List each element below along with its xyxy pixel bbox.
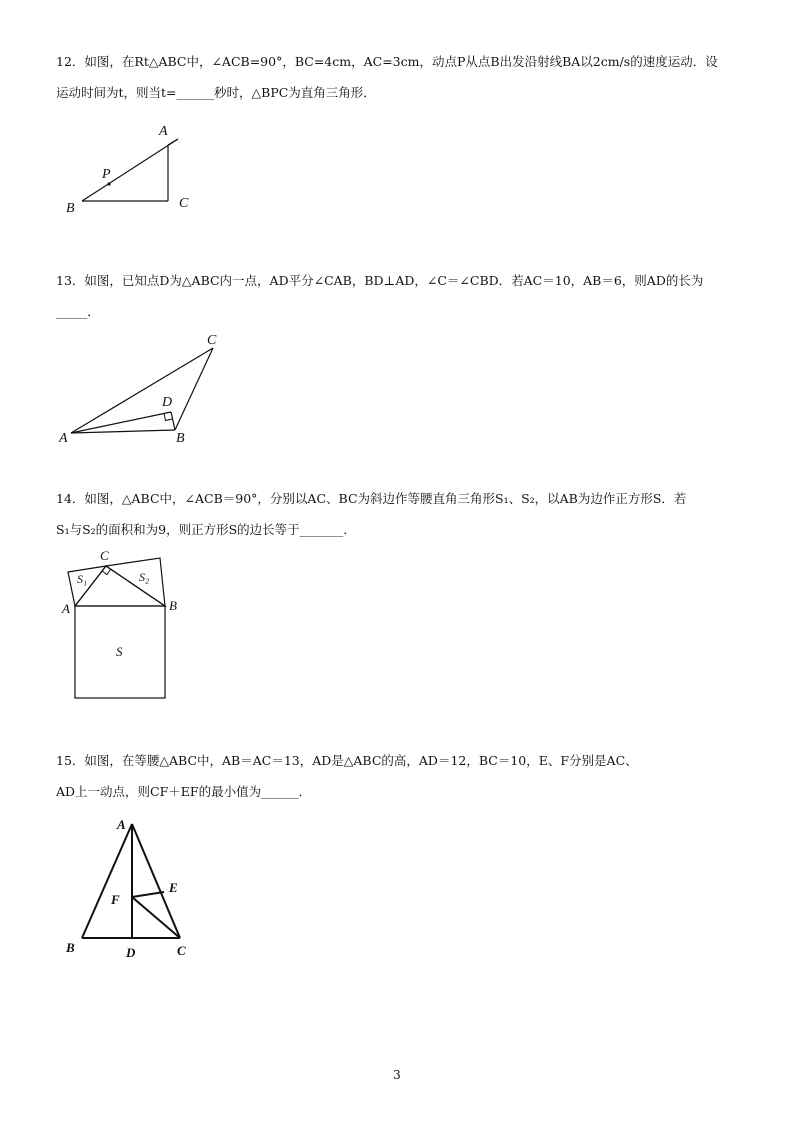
segment-AB	[82, 824, 132, 938]
point-P	[107, 182, 110, 185]
label-A: A	[62, 601, 70, 616]
problem-15-line-2: AD上一动点，则CF＋EF的最小值为______．	[56, 784, 312, 799]
label-A: A	[159, 124, 168, 139]
segment-AD	[71, 412, 171, 433]
problem-15	[56, 745, 746, 807]
label-D: D	[162, 395, 173, 410]
label-B: B	[66, 201, 75, 216]
label-B: B	[169, 598, 177, 613]
segment-AC	[71, 348, 213, 433]
label-B: B	[176, 431, 185, 446]
label-D: D	[126, 945, 136, 960]
problem-12	[56, 46, 746, 108]
triangle-S2	[106, 558, 165, 606]
label-S: S	[116, 644, 123, 659]
label-C: C	[100, 548, 109, 563]
label-S1: S₁	[77, 572, 88, 586]
problem-12-line-1: 12．如图，在Rt△ABC中，∠ACB=90°，BC=4cm，AC=3cm，动点P从点B出发沿射线BA以2cm/s的速度运动．设	[56, 54, 718, 69]
label-E: E	[169, 880, 178, 895]
label-B: B	[66, 940, 75, 955]
label-P: P	[102, 167, 111, 182]
figure-14	[55, 546, 195, 706]
figure-15	[60, 812, 210, 962]
label-F: F	[111, 892, 120, 907]
problem-14	[56, 483, 746, 545]
problem-12-line-2: 运动时间为t，则当t=______秒时，△BPC为直角三角形．	[56, 85, 376, 100]
label-S2: S₂	[139, 570, 150, 584]
problem-13-line-1: 13．如图，已知点D为△ABC内一点，AD平分∠CAB，BD⊥AD，∠C＝∠CBD．若AC＝10，AB＝6，则AD的长为	[56, 273, 704, 288]
label-C: C	[207, 333, 217, 348]
figure-13	[55, 328, 235, 453]
segment-BA	[82, 139, 178, 201]
segment-DB	[171, 412, 175, 430]
label-C: C	[177, 943, 186, 958]
ray-extension	[168, 139, 178, 145]
segment-FC	[132, 897, 180, 938]
segment-CB	[175, 348, 213, 430]
segment-FE	[132, 892, 164, 897]
problem-15-line-1: 15．如图，在等腰△ABC中，AB＝AC＝13，AD是△ABC的高，AD＝12，BC＝10，E、F分别是AC、	[56, 753, 638, 768]
problem-14-line-2: S₁与S₂的面积和为9，则正方形S的边长等于_______．	[56, 522, 356, 537]
figure-12	[60, 118, 210, 218]
problem-13-line-2: _____．	[56, 304, 100, 319]
label-A: A	[59, 431, 68, 446]
problem-13	[56, 265, 746, 327]
label-A: A	[117, 817, 126, 832]
page-number: 3	[393, 1068, 401, 1082]
segment-AB	[71, 430, 175, 433]
label-C: C	[179, 196, 189, 211]
problem-14-line-1: 14．如图，△ABC中，∠ACB＝90°，分别以AC、BC为斜边作等腰直角三角形S₁、S₂，以AB为边作正方形S．若	[56, 491, 687, 506]
triangle-ABC	[75, 566, 165, 606]
